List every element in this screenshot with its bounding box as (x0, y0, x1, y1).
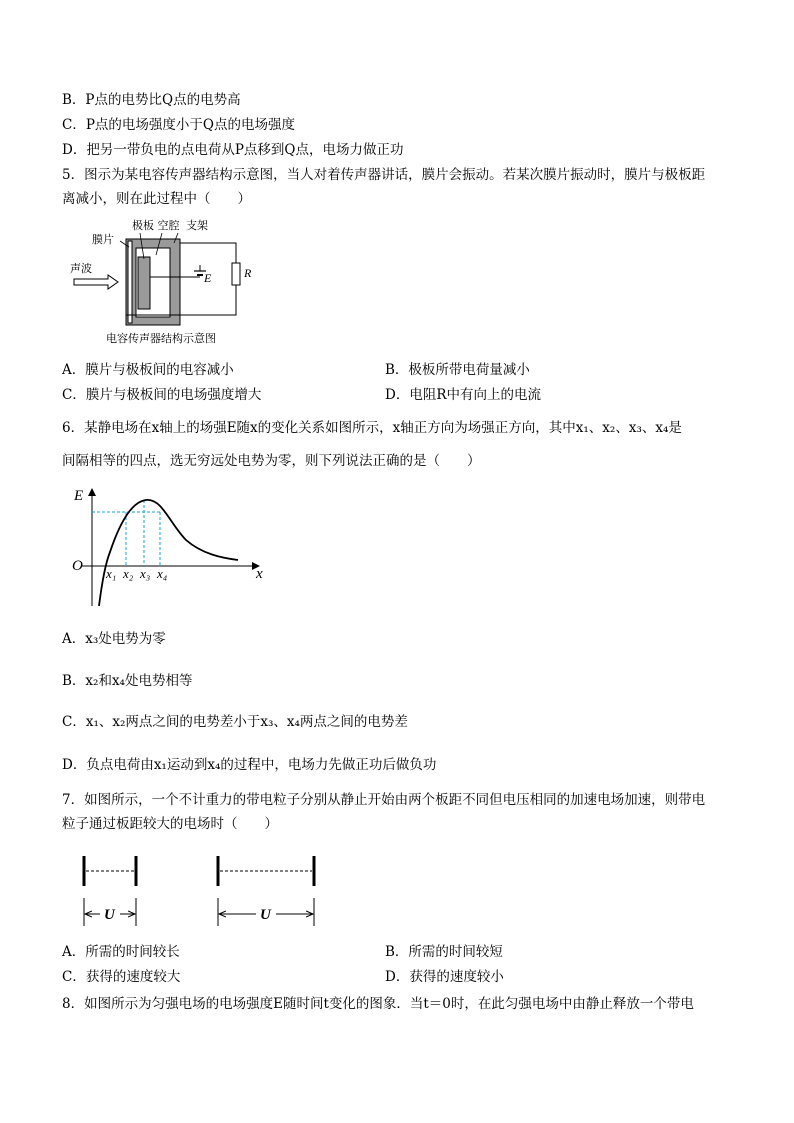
axis-label-x: x (256, 566, 263, 582)
plate-shape (138, 257, 150, 309)
figure-caption: 电容传声器结构示意图 (106, 332, 216, 345)
q5-stem-line1: 5．图示为某电容传声器结构示意图，当人对着传声器讲话，膜片会振动。若某次膜片振动时，膜片与极板距 (62, 167, 706, 183)
q6-stem-line1: 6．某静电场在x轴上的场强E随x的变化关系如图所示，x轴正方向为场强正方向，其中x₁、x₂、x₃、x₄是 (62, 420, 682, 436)
label-u-right: U (260, 907, 271, 923)
q6-option-b: B．x₂和x₄处电势相等 (62, 673, 193, 689)
q7-option-c: C．获得的速度较大 (62, 969, 181, 985)
label-u-left: U (104, 907, 115, 923)
q6-option-d: D．负点电荷由x₁运动到x₄的过程中，电场力先做正功后做负功 (62, 757, 437, 773)
q7-stem-line2: 粒子通过板距较大的电场时（ ） (62, 816, 278, 832)
q4-option-d: D．把另一带负电的点电荷从P点移到Q点，电场力做正功 (62, 142, 404, 158)
q7-option-d: D．获得的速度较小 (385, 969, 504, 985)
origin-label: O (72, 558, 83, 574)
resistor-r (232, 263, 240, 285)
tick-x3: x₃ (140, 566, 151, 581)
q8-stem-line1: 8．如图所示为匀强电场的电场强度E随时间t变化的图象．当t＝0时，在此匀强电场中由静止释放一个带电 (62, 996, 694, 1012)
q5-option-b: B．极板所带电荷量减小 (385, 362, 530, 378)
q5-microphone-figure (62, 215, 262, 350)
q7-plates-figure (62, 850, 332, 930)
tick-x1: x₁ (106, 566, 117, 581)
q5-option-c: C．膜片与极板间的电场强度增大 (62, 387, 262, 403)
label-r: R (244, 266, 252, 280)
q6-e-x-graph (62, 482, 272, 612)
q5-option-d: D．电阻R中有向上的电流 (385, 387, 541, 403)
label-e: E (204, 271, 212, 285)
q7-option-a: A．所需的时间较长 (62, 944, 180, 960)
label-membrane: 膜片 (92, 233, 114, 246)
e-curve (99, 500, 238, 606)
q7-option-b: B．所需的时间较短 (385, 944, 503, 960)
q6-option-a: A．x₃处电势为零 (62, 631, 166, 647)
axis-label-e: E (74, 488, 84, 504)
tick-x2: x₂ (123, 566, 134, 581)
q4-option-b: B．P点的电势比Q点的电势高 (62, 92, 241, 108)
membrane-shape (128, 241, 132, 323)
label-plate-cavity: 极板 空腔 (132, 219, 180, 232)
q5-option-a: A．膜片与极板间的电容减小 (62, 362, 234, 378)
sound-wave-arrow (74, 275, 118, 289)
q4-option-c: C．P点的电场强度小于Q点的电场强度 (62, 117, 295, 133)
q5-stem-line2: 离减小，则在此过程中（ ） (62, 191, 251, 207)
q6-stem-line2: 间隔相等的四点，选无穷远处电势为零，则下列说法正确的是（ ） (62, 453, 481, 469)
label-bracket: 支架 (186, 219, 208, 232)
q7-stem-line1: 7．如图所示，一个不计重力的带电粒子分别从静止开始由两个板距不同但电压相同的加速电场加速，则带电 (62, 792, 706, 808)
tick-x4: x₄ (157, 566, 168, 581)
dashed-guides (92, 500, 160, 566)
label-sound-wave: 声波 (70, 262, 92, 275)
q6-option-c: C．x₁、x₂两点之间的电势差小于x₃、x₄两点之间的电势差 (62, 714, 408, 730)
